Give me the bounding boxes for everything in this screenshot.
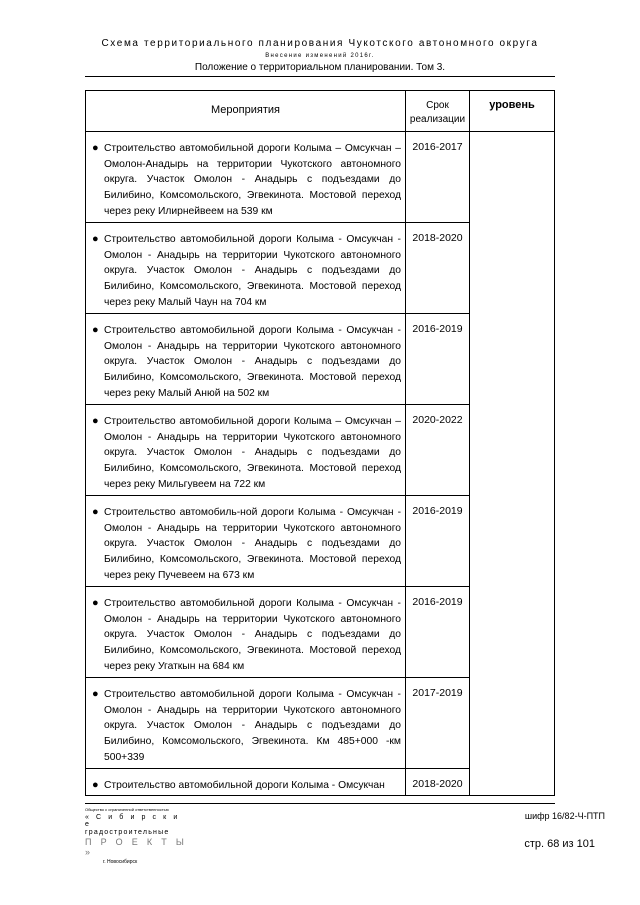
bullet-icon: ● bbox=[92, 324, 99, 336]
column-header-level: уровень bbox=[470, 91, 555, 132]
document-subtitle: Внесение изменений 2016г. bbox=[265, 53, 375, 59]
column-header-term: Срок реализации bbox=[406, 91, 470, 132]
activity-cell: ● Строительство автомобильной дороги Колыма - Омсукчан bbox=[86, 769, 406, 796]
term-cell: 2016-2019 bbox=[406, 314, 470, 405]
term-cell: 2016-2019 bbox=[406, 587, 470, 678]
activity-cell: ● Строительство автомобильной дороги Колыма – Омсукчан – Омолон-Анадырь на территории Чукотского автономного округа. Участок Омолон - Анадырь с подъездами до Билибино, Комсомольского, Эгвекинота. Мостовой переход через реку Илирнейвеем на 539 км bbox=[86, 132, 406, 223]
term-cell: 2016-2019 bbox=[406, 496, 470, 587]
term-cell: 2016-2017 bbox=[406, 132, 470, 223]
table-row bbox=[86, 132, 555, 223]
column-header-activities: Мероприятия bbox=[86, 91, 406, 132]
term-cell: 2018-2020 bbox=[406, 769, 470, 796]
activity-cell: ● Строительство автомобильной дороги Колыма – Омсукчан – Омолон - Анадырь на территории Чукотского автономного округа. Участок Омолон - Анадырь с подъездами до Билибино, Комсомольского, Эгвекинота. Мостовой переход через реку Мильгувеем на 722 км bbox=[86, 405, 406, 496]
activity-cell: ● Строительство автомобиль-ной дороги Колыма - Омсукчан - Омолон - Анадырь на территории Чукотского автономного округа. Участок Омолон - Анадырь с подъездами до Билибино, Комсомольского, Эгвекинота. Мостовой переход через реку Пучевеем на 673 км bbox=[86, 496, 406, 587]
activities-table bbox=[85, 90, 555, 796]
activity-cell: ● Строительство автомобильной дороги Колыма - Омсукчан - Омолон - Анадырь на территории Чукотского автономного округа. Участок Омолон - Анадырь с подъездами до Билибино, Комсомольского, Эгвекинота. Мостовой переход через реку Угаткын на 684 км bbox=[86, 587, 406, 678]
document-title: Схема территориального планирования Чукотского автономного округа bbox=[101, 38, 539, 49]
document-cipher: шифр 16/82-Ч-ПТП bbox=[524, 811, 605, 821]
logo-city: г. Новосибирск bbox=[103, 859, 138, 865]
activity-cell: ● Строительство автомобильной дороги Колыма - Омсукчан - Омолон - Анадырь на территории Чукотского автономного округа. Участок Омолон - Анадырь с подъездами до Билибино, Комсомольского, Эгвекинота. Мостовой переход через реку Малый Анюй на 502 км bbox=[86, 314, 406, 405]
bullet-icon: ● bbox=[92, 779, 99, 791]
table-header-row bbox=[86, 91, 555, 132]
term-cell: 2017-2019 bbox=[406, 678, 470, 769]
bullet-icon: ● bbox=[92, 233, 99, 245]
footer-divider bbox=[85, 803, 555, 804]
logo-line-2: градостроительные bbox=[85, 829, 170, 836]
page-number: стр. 68 из 101 bbox=[524, 838, 595, 850]
term-cell: 2020-2022 bbox=[406, 405, 470, 496]
bullet-icon: ● bbox=[92, 415, 99, 427]
bullet-icon: ● bbox=[92, 597, 99, 609]
bullet-icon: ● bbox=[92, 688, 99, 700]
logo-legal-form: Общество с ограниченной ответственностью bbox=[85, 807, 169, 812]
term-cell: 2018-2020 bbox=[406, 223, 470, 314]
header-divider bbox=[85, 76, 555, 77]
activity-cell: ● Строительство автомобильной дороги Колыма - Омсукчан - Омолон - Анадырь на территории Чукотского автономного округа. Участок Омолон - Анадырь с подъездами до Билибино, Комсомольского, Эгвекинота. Км 485+000 -км 500+339 bbox=[86, 678, 406, 769]
bullet-icon: ● bbox=[92, 142, 99, 154]
company-logo bbox=[85, 807, 190, 865]
bullet-icon: ● bbox=[92, 506, 99, 518]
level-cell bbox=[470, 132, 555, 796]
activity-cell: ● Строительство автомобильной дороги Колыма - Омсукчан - Омолон - Анадырь на территории Чукотского автономного округа. Участок Омолон - Анадырь с подъездами до Билибино, Комсомольского, Эгвекинота. Мостовой переход через реку Малый Чаун на 704 км bbox=[86, 223, 406, 314]
logo-line-3: П Р О Е К Т Ы » bbox=[85, 837, 188, 857]
volume-title: Положение о территориальном планировании. Том 3. bbox=[194, 62, 446, 73]
logo-line-1: « С и б и р с к и е bbox=[85, 814, 180, 828]
